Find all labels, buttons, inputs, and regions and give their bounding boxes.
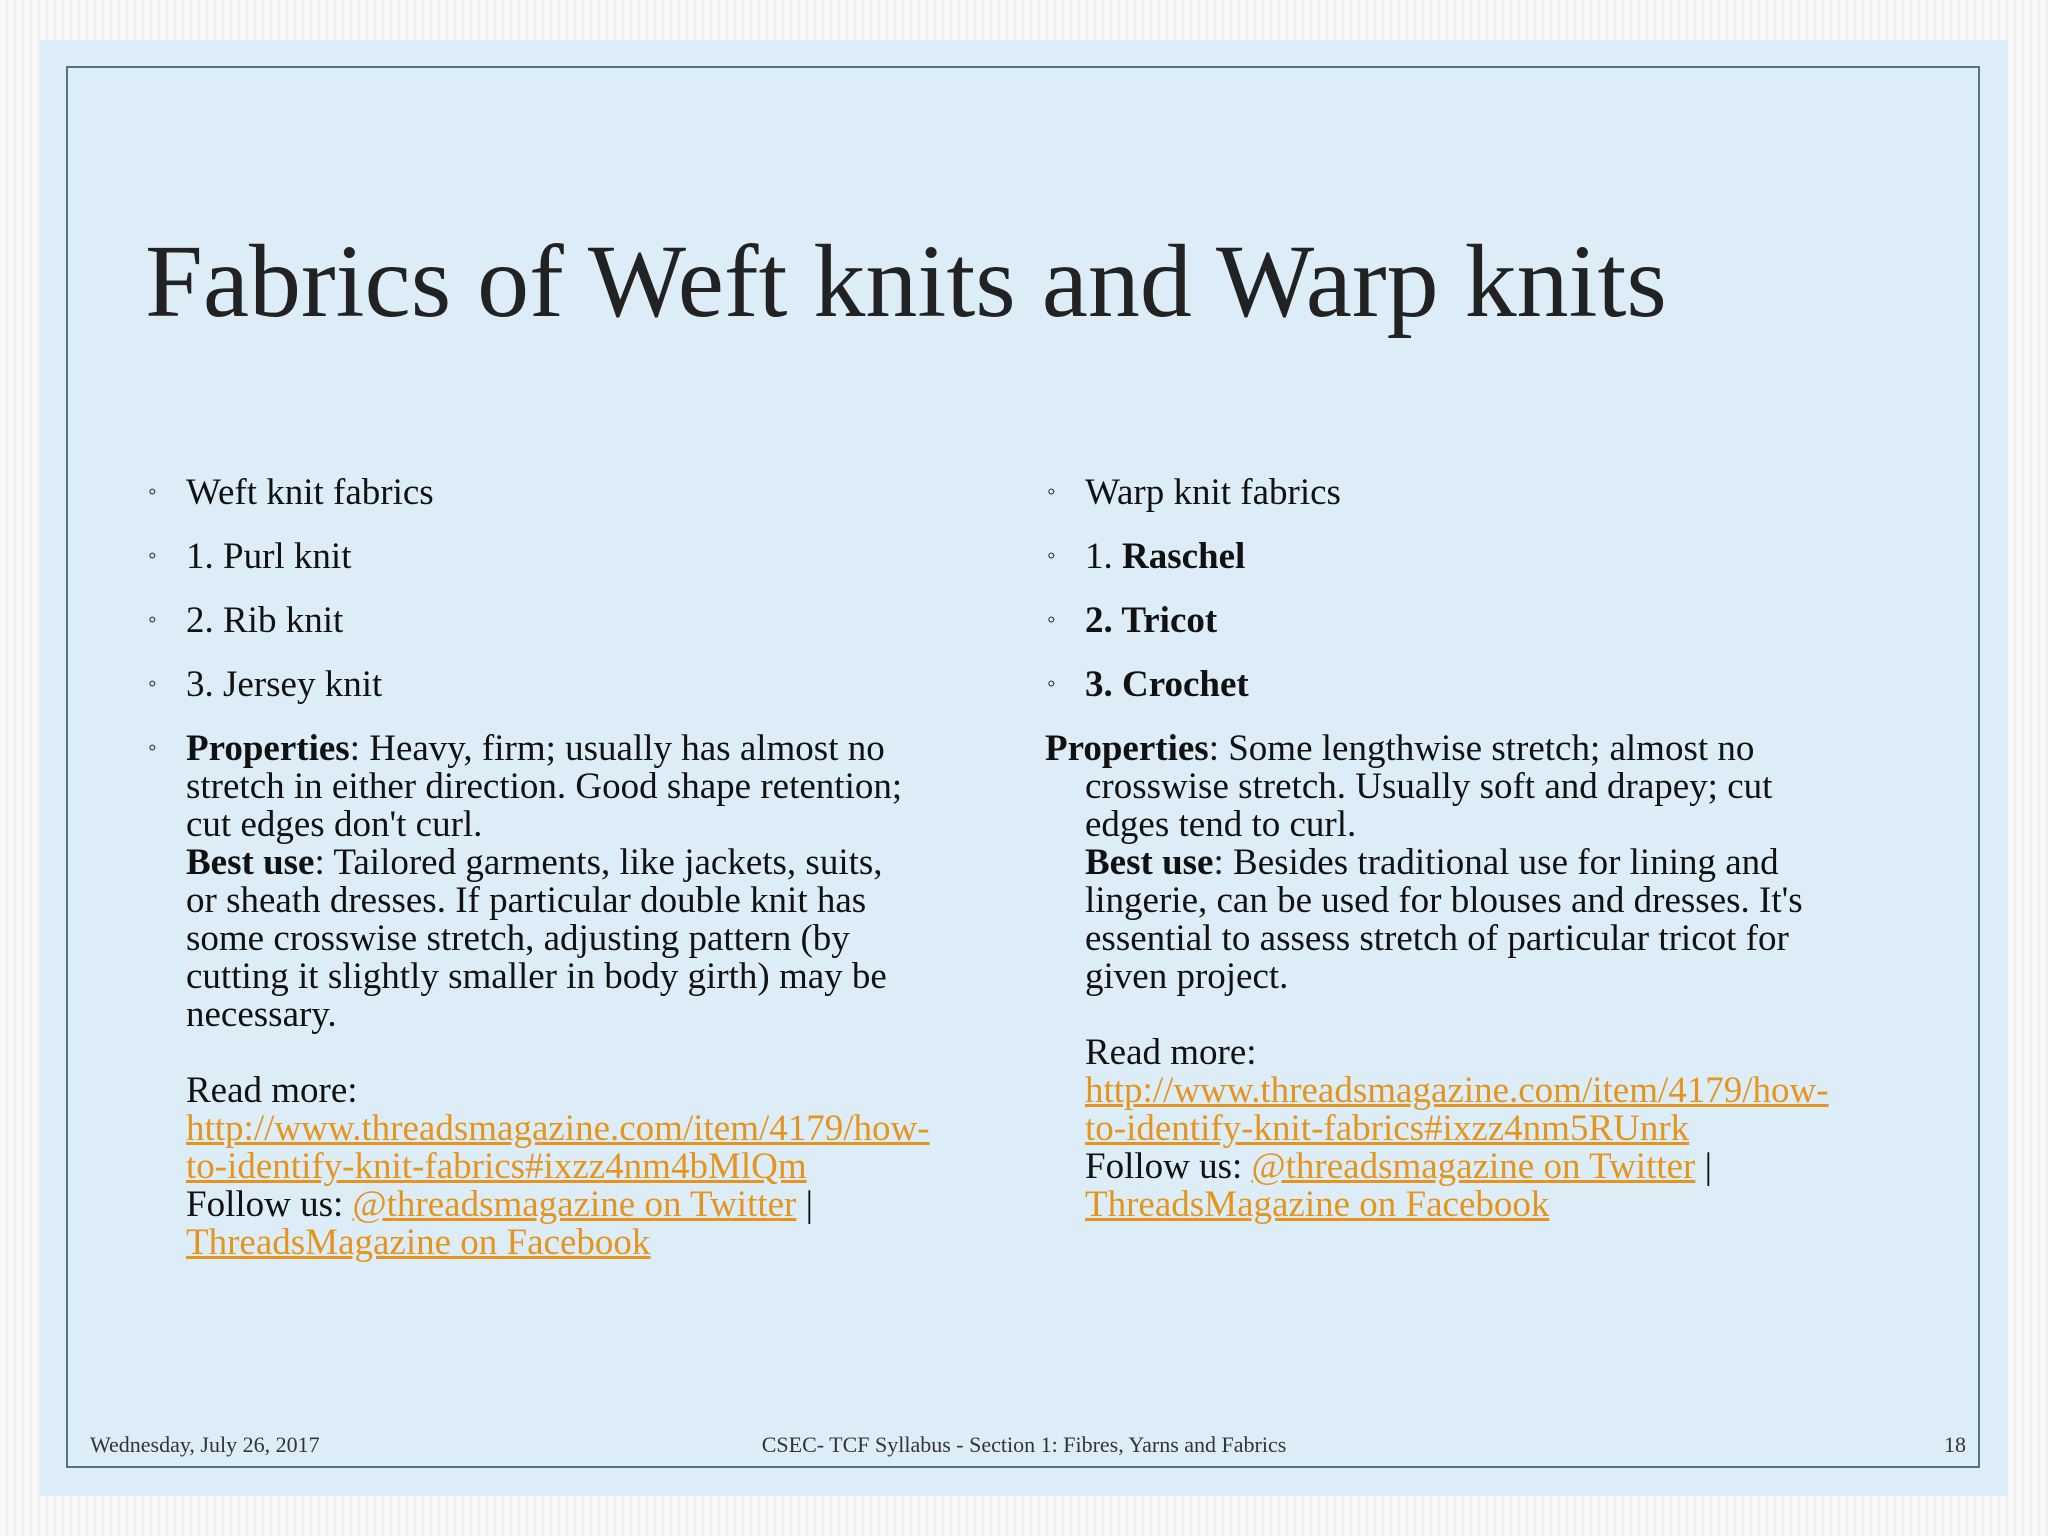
- bullet-icon: ◦: [148, 671, 157, 697]
- follow-label: Follow us:: [1085, 1146, 1252, 1187]
- tricot-item: 2. Tricot: [1085, 600, 1218, 641]
- bullet-icon: ◦: [1047, 607, 1056, 633]
- properties-text: : Heavy, firm; usually has almost no stretch in either direction. Good shape retention; cut edges don't curl.: [186, 728, 903, 845]
- twitter-link[interactable]: @threadsmagazine on Twitter: [1251, 1146, 1696, 1187]
- separator: |: [1695, 1146, 1713, 1187]
- page-number: 18: [1944, 1432, 1966, 1457]
- list-item: [146, 538, 906, 576]
- rib-knit-item: 2. Rib knit: [186, 600, 344, 641]
- crochet-item: 3. Crochet: [1085, 664, 1249, 705]
- warp-best-use: [1085, 844, 1845, 996]
- purl-knit-item: 1. Purl knit: [186, 536, 352, 577]
- warp-properties: [1045, 728, 1845, 845]
- slide-title: Fabrics of Weft knits and Warp knits: [145, 224, 1667, 339]
- list-item: [1045, 538, 1845, 576]
- spacer: [186, 1034, 906, 1072]
- bullet-icon: ◦: [148, 607, 157, 633]
- best-use-text: : Besides traditional use for lining and lingerie, can be used for blouses and dresses. It's essential to assess stretch of particular tricot for given project.: [1085, 842, 1803, 997]
- spacer: [1085, 996, 1845, 1034]
- facebook-link[interactable]: ThreadsMagazine on Facebook: [1085, 1184, 1550, 1225]
- bullet-icon: ◦: [1047, 543, 1056, 569]
- warp-read-more: [1085, 1034, 1845, 1148]
- list-item: [146, 666, 906, 704]
- read-more-link[interactable]: http://www.threadsmagazine.com/item/4179/how-to-identify-knit-fabrics#ixzz4nm4bMlQm: [186, 1108, 930, 1187]
- weft-properties-block: [146, 728, 930, 1263]
- weft-heading: Weft knit fabrics: [186, 472, 434, 513]
- list-item: [1045, 666, 1845, 704]
- raschel-item: Raschel: [1122, 536, 1246, 577]
- right-column: [1045, 474, 1845, 1224]
- warp-heading: Warp knit fabrics: [1085, 472, 1341, 513]
- bullet-icon: ◦: [1047, 479, 1056, 505]
- weft-follow-us: [186, 1186, 906, 1262]
- list-item: [1045, 602, 1845, 640]
- raschel-prefix: 1.: [1085, 536, 1122, 577]
- weft-properties: [186, 730, 906, 844]
- weft-best-use: [186, 844, 906, 1034]
- follow-label: Follow us:: [186, 1184, 353, 1225]
- warp-bullet-list: [1045, 474, 1845, 704]
- footer-date: Wednesday, July 26, 2017: [90, 1432, 320, 1457]
- twitter-link[interactable]: @threadsmagazine on Twitter: [352, 1184, 797, 1225]
- bullet-icon: ◦: [1047, 671, 1056, 697]
- facebook-link[interactable]: ThreadsMagazine on Facebook: [186, 1222, 651, 1263]
- read-more-link[interactable]: http://www.threadsmagazine.com/item/4179/how-to-identify-knit-fabrics#ixzz4nm5RUnrk: [1085, 1070, 1829, 1149]
- jersey-knit-item: 3. Jersey knit: [186, 664, 383, 705]
- bullet-icon: ◦: [148, 543, 157, 569]
- list-item: [1045, 474, 1845, 512]
- properties-text: : Some lengthwise stretch; almost no crosswise stretch. Usually soft and drapey; cut edges tend to curl.: [1085, 728, 1773, 845]
- best-use-label: Best use: [1085, 842, 1214, 883]
- separator: |: [796, 1184, 814, 1225]
- bullet-icon: ◦: [148, 735, 157, 761]
- warp-follow-us: [1085, 1148, 1845, 1224]
- bullet-icon: ◦: [148, 479, 157, 505]
- read-more-label: Read more:: [1085, 1032, 1257, 1073]
- left-column: [146, 472, 930, 1288]
- properties-label: Properties: [186, 728, 350, 769]
- read-more-label: Read more:: [186, 1070, 358, 1111]
- footer-title: CSEC- TCF Syllabus - Section 1: Fibres, Yarns and Fabrics: [761, 1432, 1287, 1457]
- best-use-text: : Tailored garments, like jackets, suits, or sheath dresses. If particular double knit has some crosswise stretch, adjusting pattern (by cutting it slightly smaller in body girth) may be necessary.: [186, 842, 887, 1035]
- list-item: [146, 602, 906, 640]
- properties-label: Properties: [1045, 728, 1209, 769]
- weft-bullet-list: [146, 472, 930, 1263]
- list-item: [146, 474, 906, 512]
- weft-read-more: [186, 1070, 930, 1187]
- warp-properties-block: [1045, 730, 1845, 1224]
- best-use-label: Best use: [186, 842, 315, 883]
